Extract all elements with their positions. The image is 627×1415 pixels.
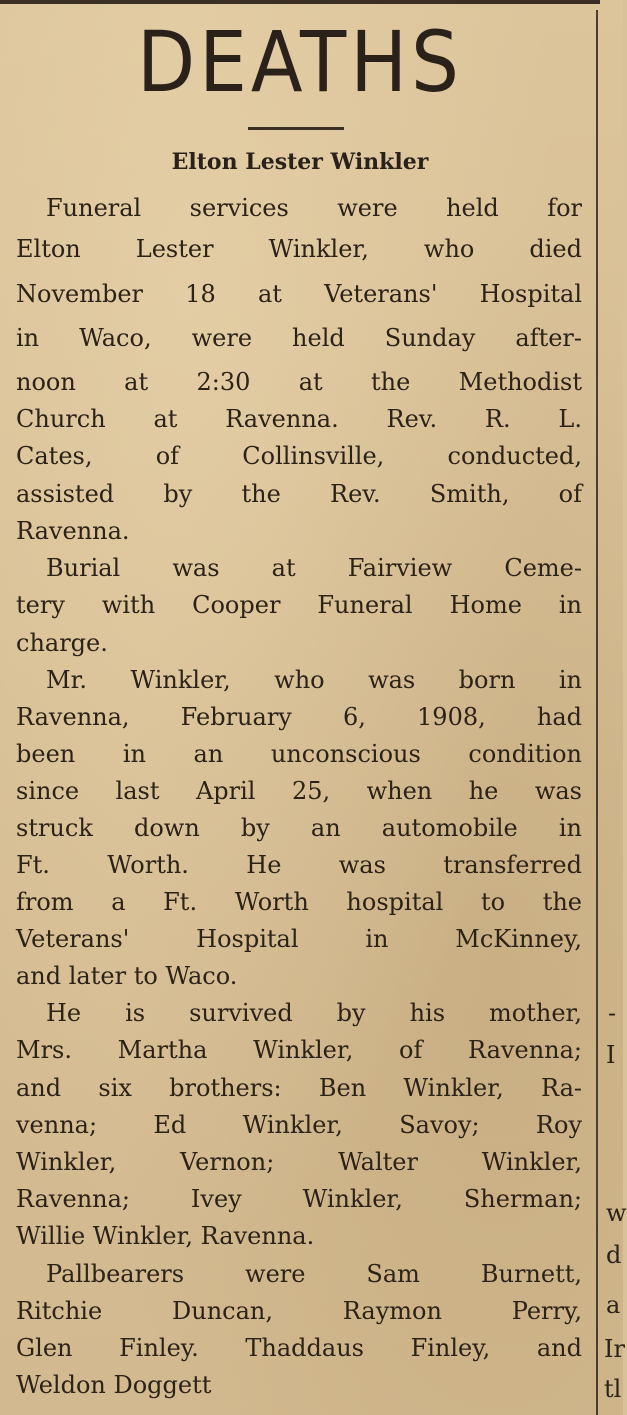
adjacent-fragment: w: [606, 1199, 627, 1227]
text-line: Ft. Worth. He was transferred: [16, 851, 582, 879]
text-line: in Waco, were held Sunday after-: [16, 324, 582, 352]
text-line: He is survived by his mother,: [46, 999, 582, 1027]
text-line: venna; Ed Winkler, Savoy; Roy: [16, 1111, 582, 1139]
text-line: Weldon Doggett: [16, 1371, 212, 1399]
adjacent-fragment: tl: [604, 1375, 622, 1403]
obituary-name: Elton Lester Winkler: [171, 149, 429, 175]
text-line: Willie Winkler, Ravenna.: [16, 1222, 315, 1250]
text-line: and six brothers: Ben Winkler, Ra-: [16, 1074, 582, 1102]
text-line: Winkler, Vernon; Walter Winkler,: [16, 1148, 582, 1176]
text-line: been in an unconscious condition: [16, 740, 582, 768]
adjacent-fragment: Ir: [604, 1335, 625, 1363]
adjacent-fragment: I: [606, 1041, 616, 1069]
text-line: Church at Ravenna. Rev. R. L.: [16, 405, 582, 433]
text-line: noon at 2:30 at the Methodist: [16, 368, 582, 396]
text-line: Pallbearers were Sam Burnett,: [46, 1260, 582, 1288]
text-line: since last April 25, when he was: [16, 777, 582, 805]
text-line: Ritchie Duncan, Raymon Perry,: [16, 1297, 582, 1325]
text-line: charge.: [16, 629, 108, 657]
text-line: assisted by the Rev. Smith, of: [16, 480, 582, 508]
text-line: Funeral services were held for: [46, 194, 582, 222]
text-line: Mr. Winkler, who was born in: [46, 666, 582, 694]
text-line: Glen Finley. Thaddaus Finley, and: [16, 1334, 582, 1362]
text-line: tery with Cooper Funeral Home in: [16, 591, 582, 619]
top-rule: [0, 0, 600, 4]
heading-divider: [248, 127, 344, 130]
text-line: struck down by an automobile in: [16, 814, 582, 842]
text-line: Burial was at Fairview Ceme-: [46, 554, 582, 582]
text-line: Mrs. Martha Winkler, of Ravenna;: [16, 1036, 582, 1064]
adjacent-fragment: d: [606, 1241, 622, 1269]
text-line: and later to Waco.: [16, 962, 238, 990]
text-line: Elton Lester Winkler, who died: [16, 235, 582, 263]
text-line: Ravenna; Ivey Winkler, Sherman;: [16, 1185, 582, 1213]
text-line: Ravenna.: [16, 517, 130, 545]
text-line: November 18 at Veterans' Hospital: [16, 280, 582, 308]
text-line: from a Ft. Worth hospital to the: [16, 888, 582, 916]
adjacent-fragment: a: [606, 1291, 621, 1319]
adjacent-fragment: -: [608, 999, 617, 1027]
column-rule: [596, 10, 598, 1415]
section-heading: DEATHS: [136, 13, 464, 111]
text-line: Cates, of Collinsville, conducted,: [16, 442, 582, 470]
text-line: Ravenna, February 6, 1908, had: [16, 703, 582, 731]
text-line: Veterans' Hospital in McKinney,: [16, 925, 582, 953]
